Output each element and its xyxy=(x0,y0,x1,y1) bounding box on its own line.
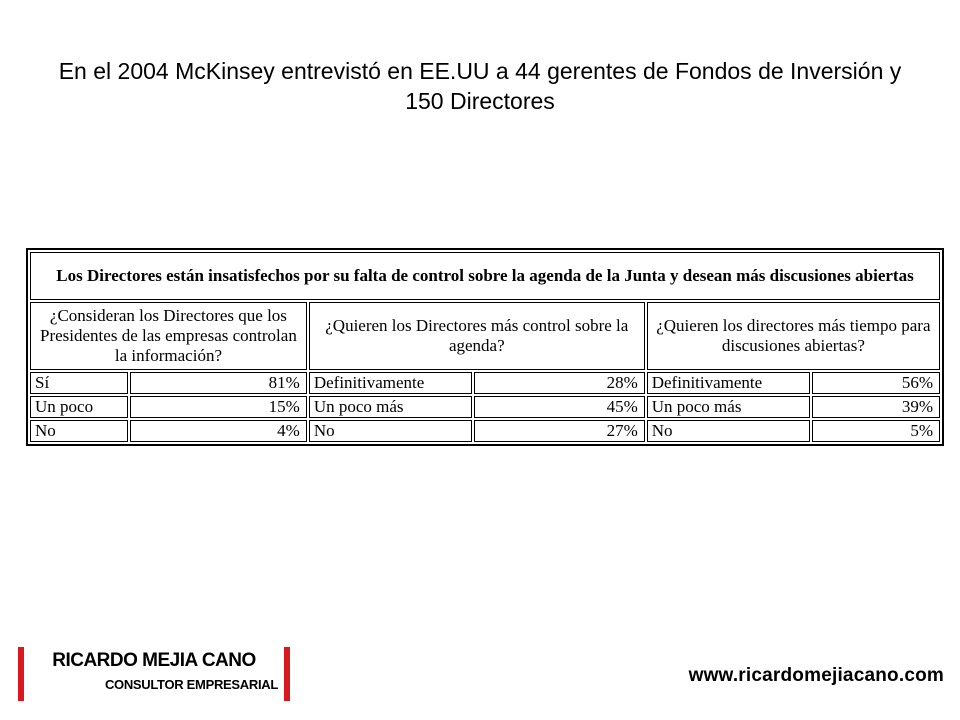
percent-cell: 56% xyxy=(812,372,940,394)
answer-cell: Definitivamente xyxy=(647,372,810,394)
percent-cell: 39% xyxy=(812,396,940,418)
answer-cell: Sí xyxy=(30,372,128,394)
percent-cell: 15% xyxy=(130,396,307,418)
table-row xyxy=(30,396,940,418)
survey-table xyxy=(26,248,944,446)
answer-cell: Un poco más xyxy=(647,396,810,418)
answer-cell: Un poco más xyxy=(309,396,472,418)
percent-cell: 45% xyxy=(474,396,645,418)
percent-cell: 4% xyxy=(130,420,307,442)
answer-cell: No xyxy=(309,420,472,442)
answer-cell: Un poco xyxy=(30,396,128,418)
brand-bar-left xyxy=(18,647,24,701)
table-row xyxy=(30,420,940,442)
answer-cell: Definitivamente xyxy=(309,372,472,394)
brand-logo xyxy=(18,645,298,703)
percent-cell: 27% xyxy=(474,420,645,442)
table-headline: Los Directores están insatisfechos por su falta de control sobre la agenda de la Junta y desean más discusiones abiertas xyxy=(30,252,940,300)
percent-cell: 28% xyxy=(474,372,645,394)
answer-cell: No xyxy=(30,420,128,442)
brand-name: RICARDO MEJIA CANO xyxy=(52,650,256,671)
table-question-row xyxy=(30,302,940,370)
website-url: www.ricardomejiacano.com xyxy=(688,665,944,686)
brand-subtitle: CONSULTOR EMPRESARIAL xyxy=(104,677,278,692)
percent-cell: 81% xyxy=(130,372,307,394)
table-row xyxy=(30,372,940,394)
table-headline-row xyxy=(30,252,940,300)
slide-title: En el 2004 McKinsey entrevistó en EE.UU a 44 gerentes de Fondos de Inversión y 150 Directores xyxy=(58,58,902,114)
question-cell: ¿Quieren los Directores más control sobre la agenda? xyxy=(309,302,645,370)
answer-cell: No xyxy=(647,420,810,442)
question-cell: ¿Quieren los directores más tiempo para discusiones abiertas? xyxy=(647,302,940,370)
question-cell: ¿Consideran los Directores que los Presidentes de las empresas controlan la información? xyxy=(30,302,307,370)
brand-bar-right xyxy=(284,647,290,701)
percent-cell: 5% xyxy=(812,420,940,442)
